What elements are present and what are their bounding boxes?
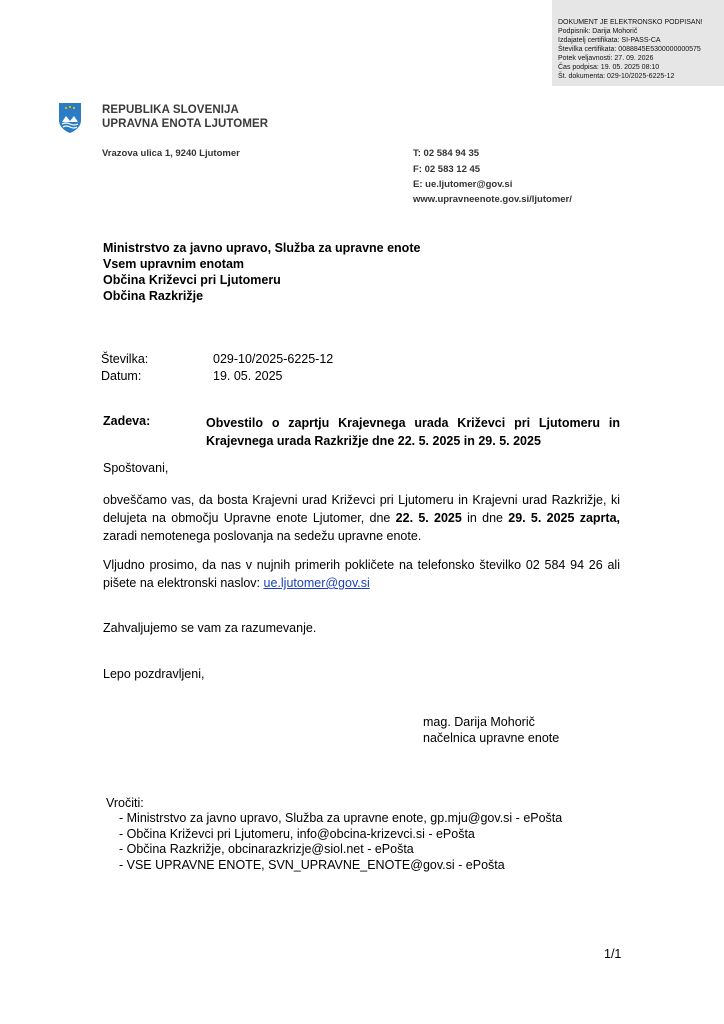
letterhead-email: E: ue.ljutomer@gov.si (413, 179, 513, 190)
subject-label: Zadeva: (103, 414, 151, 428)
signature-line: Potek veljavnosti: 27. 09. 2026 (558, 55, 654, 62)
closure-date-2: 29. 5. 2025 zaprta, (508, 511, 620, 525)
closing-line: Lepo pozdravljeni, (103, 667, 205, 681)
page-number: 1/1 (604, 947, 622, 961)
signature-line: Čas podpisa: 19. 05. 2025 08:10 (558, 64, 660, 71)
closure-date-1: 22. 5. 2025 (395, 511, 462, 525)
delivery-label: Vročiti: (106, 796, 144, 810)
signature-line: Izdajatelj certifikata: SI-PASS-CA (558, 37, 661, 44)
signatory-name: mag. Darija Mohorič (423, 715, 535, 729)
signature-line: Podpisnik: Darija Mohorič (558, 28, 638, 35)
signature-box (552, 0, 724, 86)
document-date-label: Datum: (101, 369, 142, 383)
greeting: Spoštovani, (103, 461, 169, 475)
paragraph-contact (103, 556, 620, 592)
signature-line: Številka certifikata: 0088845E5300000000575 (558, 46, 701, 53)
letterhead-fax: F: 02 583 12 45 (413, 164, 481, 175)
document-date-value: 19. 05. 2025 (213, 369, 283, 383)
paragraph-text: zaradi nemotenega poslovanja na sedežu upravne enote. (103, 529, 422, 543)
recipient-line: Vsem upravnim enotam (103, 257, 245, 271)
letterhead-address: Vrazova ulica 1, 9240 Ljutomer (102, 148, 240, 159)
signature-line: DOKUMENT JE ELEKTRONSKO PODPISAN! (558, 19, 703, 26)
letterhead-web: www.upravneenote.gov.si/ljutomer/ (413, 194, 572, 205)
signature-line: Št. dokumenta: 029-10/2025-6225-12 (558, 73, 675, 80)
delivery-item: - Občina Razkrižje, obcinarazkrizje@siol.net - ePošta (119, 842, 414, 856)
subject-text: Obvestilo o zaprtju Krajevnega urada Križevci pri Ljutomeru in Krajevnega urada Razkrižje dne 22. 5. 2025 in 29. 5. 2025 (206, 416, 620, 448)
delivery-item: - VSE UPRAVNE ENOTE, SVN_UPRAVNE_ENOTE@gov.si - ePošta (119, 858, 505, 872)
recipient-line: Občina Razkrižje (103, 289, 204, 303)
delivery-item: - Ministrstvo za javno upravo, Služba za upravne enote, gp.mju@gov.si - ePošta (119, 811, 563, 825)
thanks-line: Zahvaljujemo se vam za razumevanje. (103, 621, 317, 635)
recipient-line: Občina Križevci pri Ljutomeru (103, 273, 281, 287)
paragraph-text: in dne (461, 511, 509, 525)
paragraph-text: obveščamo vas, da bosta Krajevni urad Križevci pri Ljutomeru in Krajevni urad Razkrižje, ki delujeta na območju Upravne enote Ljutomer, dne (103, 493, 620, 525)
paragraph-text: Vljudno prosimo, da nas v nujnih primerih pokličete na telefonsko številko 02 584 94 26 ali pišete na elektronski naslov: (103, 558, 620, 590)
delivery-item: - Občina Križevci pri Ljutomeru, info@obcina-krizevci.si - ePošta (119, 827, 475, 841)
letterhead-country: REPUBLIKA SLOVENIJA (102, 104, 239, 116)
recipient-line: Ministrstvo za javno upravo, Služba za upravne enote (103, 241, 421, 255)
paragraph-closure-notice (103, 491, 620, 545)
document-number-label: Številka: (101, 352, 149, 366)
coat-of-arms-icon (57, 102, 83, 134)
letterhead-office: UPRAVNA ENOTA LJUTOMER (102, 118, 269, 130)
email-link[interactable]: ue.ljutomer@gov.si (263, 576, 370, 590)
document-number-value: 029-10/2025-6225-12 (213, 352, 334, 366)
signatory-title: načelnica upravne enote (423, 731, 560, 745)
letterhead-phone: T: 02 584 94 35 (413, 148, 480, 159)
